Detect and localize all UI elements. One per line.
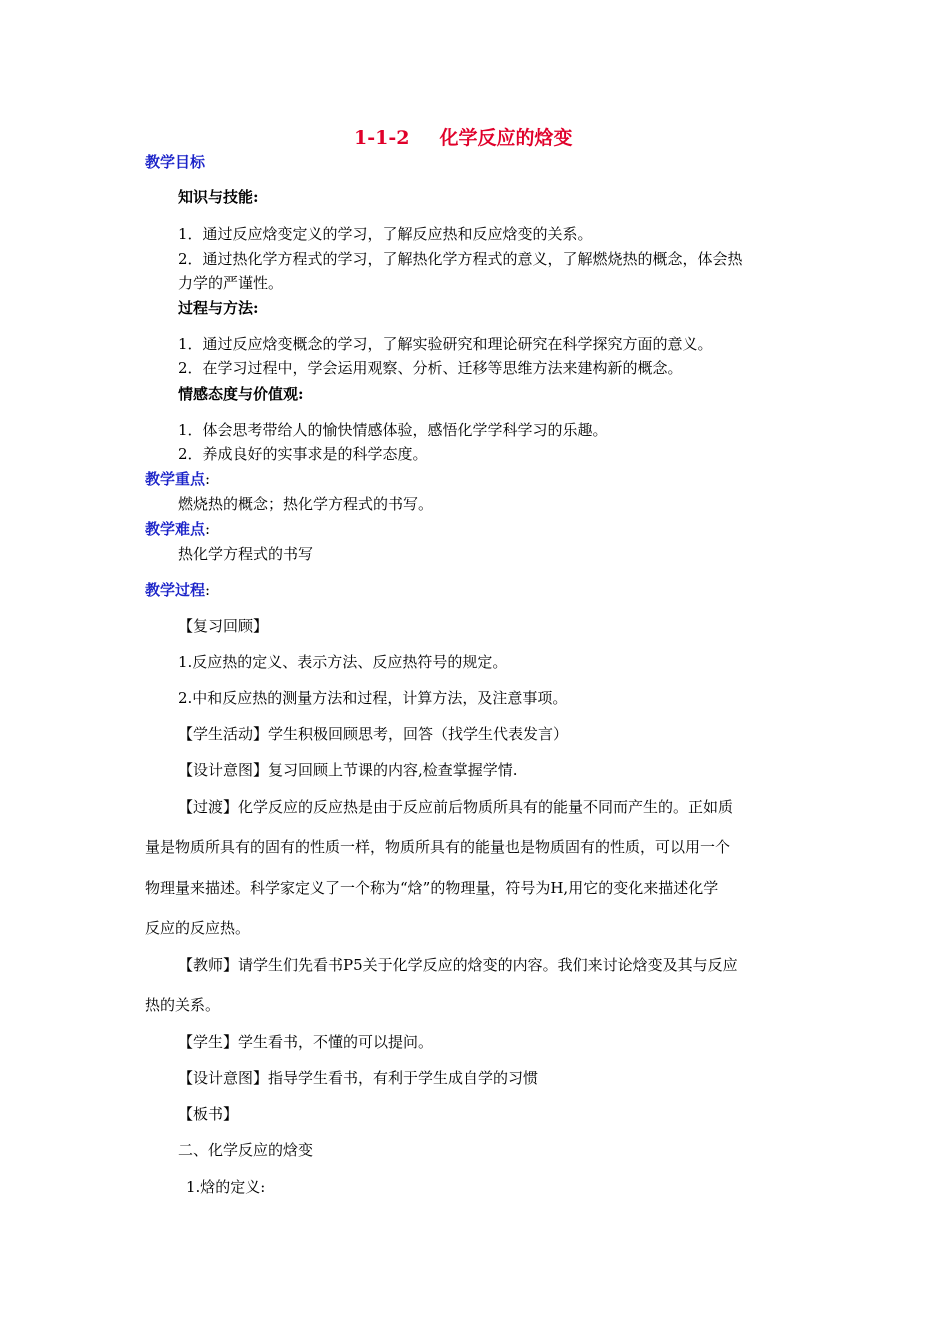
page-title bbox=[354, 126, 572, 150]
procedure-heading bbox=[145, 580, 210, 600]
teacher-line-2: 热的关系。 bbox=[145, 996, 221, 1014]
enthalpy-definition: 1.焓的定义: bbox=[186, 1178, 266, 1196]
review-item-1: 1.反应热的定义、表示方法、反应热符号的规定。 bbox=[178, 653, 508, 671]
transition-line-1: 【过渡】化学反应的反应热是由于反应前后物质所具有的能量不同而产生的。正如质 bbox=[178, 798, 734, 816]
procedure-label: 教学过程 bbox=[145, 581, 206, 599]
student-activity: 【学生活动】学生积极回顾思考，回答（找学生代表发言） bbox=[178, 725, 569, 743]
transition-line-4: 反应的反应热。 bbox=[145, 919, 251, 937]
key-points-label: 教学重点 bbox=[145, 470, 206, 488]
knowledge-item-2: 2．通过热化学方程式的学习，了解热化学方程式的意义，了解燃烧热的概念，体会热 bbox=[178, 250, 743, 268]
difficult-points-heading bbox=[145, 519, 210, 539]
knowledge-item-1: 1．通过反应焓变定义的学习，了解反应热和反应焓变的关系。 bbox=[178, 225, 593, 243]
knowledge-item-2-cont: 力学的严谨性。 bbox=[178, 274, 284, 292]
difficult-points-label: 教学难点 bbox=[145, 520, 206, 538]
student-line: 【学生】学生看书，不懂的可以提问。 bbox=[178, 1033, 434, 1051]
difficult-points-text: 热化学方程式的书写 bbox=[178, 545, 314, 563]
emotion-item-2: 2．养成良好的实事求是的科学态度。 bbox=[178, 445, 428, 463]
review-heading: 【复习回顾】 bbox=[178, 617, 269, 635]
review-item-2: 2.中和反应热的测量方法和过程，计算方法，及注意事项。 bbox=[178, 689, 568, 707]
board-heading: 【板书】 bbox=[178, 1105, 239, 1123]
emotion-item-1: 1．体会思考带给人的愉快情感体验，感悟化学学科学习的乐趣。 bbox=[178, 421, 608, 439]
emotion-heading: 情感态度与价值观: bbox=[178, 385, 304, 403]
design-intent-1: 【设计意图】复习回顾上节课的内容,检查掌握学情. bbox=[178, 761, 518, 779]
design-intent-2: 【设计意图】指导学生看书，有利于学生成自学的习惯 bbox=[178, 1069, 539, 1087]
transition-line-2: 量是物质所具有的固有的性质一样，物质所具有的能量也是物质固有的性质，可以用一个 bbox=[145, 838, 731, 856]
goals-heading: 教学目标 bbox=[145, 153, 206, 171]
section-enthalpy-change: 二、化学反应的焓变 bbox=[178, 1141, 314, 1159]
knowledge-heading: 知识与技能: bbox=[178, 188, 259, 206]
key-points-heading bbox=[145, 469, 210, 489]
process-item-2: 2．在学习过程中，学会运用观察、分析、迁移等思维方法来建构新的概念。 bbox=[178, 359, 683, 377]
teacher-line-1: 【教师】请学生们先看书P5关于化学反应的焓变的内容。我们来讨论焓变及其与反应 bbox=[178, 956, 738, 974]
difficult-points-colon: : bbox=[205, 520, 211, 538]
title-code: 1-1-2 bbox=[354, 127, 410, 149]
key-points-text: 燃烧热的概念；热化学方程式的书写。 bbox=[178, 495, 434, 513]
process-item-1: 1．通过反应焓变概念的学习，了解实验研究和理论研究在科学探究方面的意义。 bbox=[178, 335, 713, 353]
transition-line-3: 物理量来描述。科学家定义了一个称为“焓”的物理量，符号为H,用它的变化来描述化学 bbox=[145, 879, 719, 897]
title-text: 化学反应的焓变 bbox=[439, 127, 573, 149]
procedure-colon: : bbox=[205, 581, 211, 599]
key-points-colon: : bbox=[205, 470, 211, 488]
process-heading: 过程与方法: bbox=[178, 299, 259, 317]
